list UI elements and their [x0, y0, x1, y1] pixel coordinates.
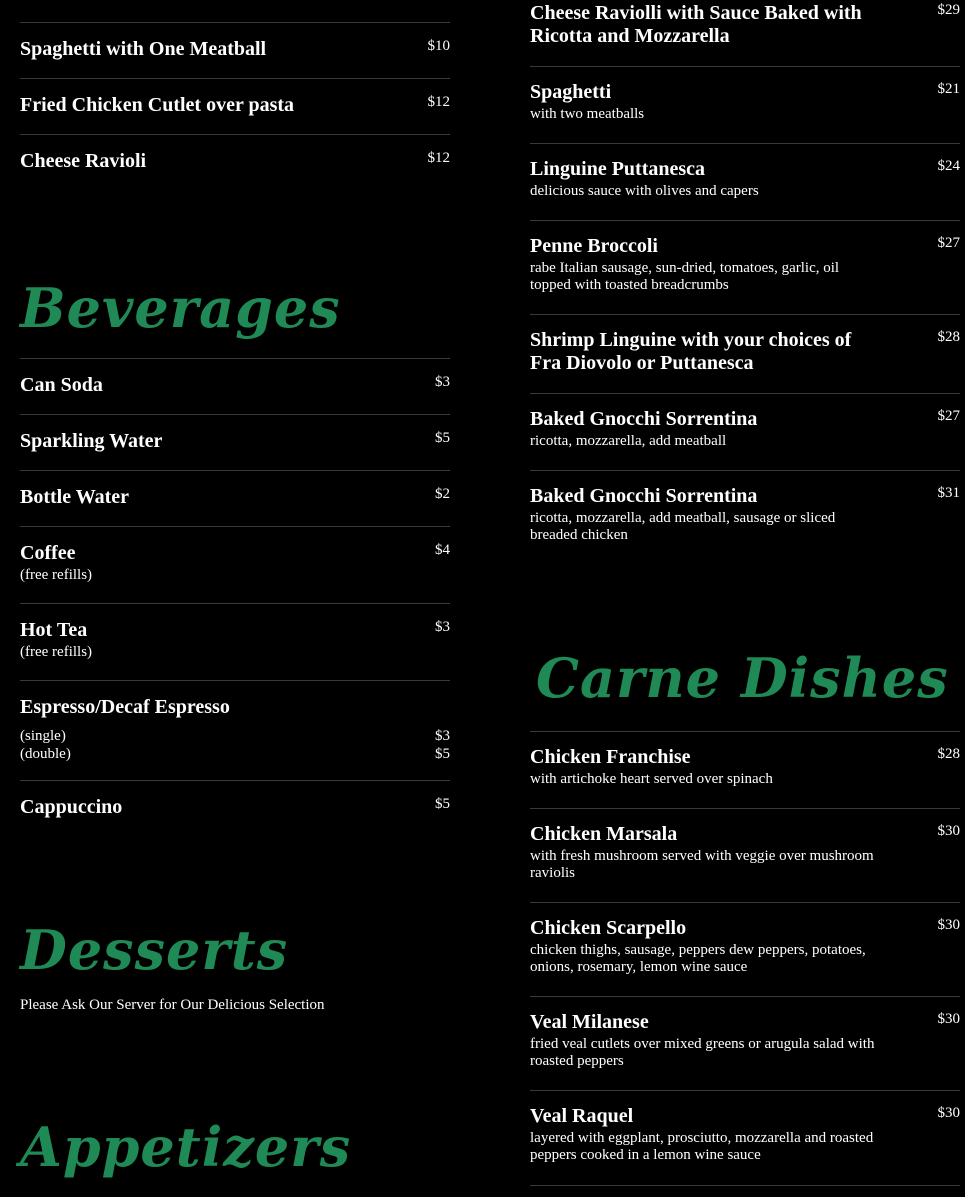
- item-price: $2: [435, 486, 450, 502]
- item-name: Chicken Franchise: [530, 746, 691, 768]
- menu-item: [530, 808, 960, 903]
- option-label: (double): [20, 746, 71, 762]
- item-name: Linguine Puttanesca: [530, 158, 706, 180]
- menu-item: [530, 393, 960, 471]
- item-price: $27: [937, 235, 960, 251]
- option-label: (single): [20, 728, 66, 744]
- item-name: Cheese Ravioli: [20, 150, 147, 172]
- item-name: Hot Tea: [20, 619, 88, 641]
- item-name: Chicken Scarpello: [530, 917, 687, 939]
- item-description: with artichoke heart served over spinach: [530, 771, 773, 787]
- menu-item: [530, 143, 960, 221]
- menu-item: [20, 358, 450, 415]
- item-name: Spaghetti with One Meatball: [20, 38, 267, 60]
- menu-item: [530, 470, 960, 565]
- section-heading-beverages: Beverages: [20, 276, 341, 340]
- item-price: $12: [427, 94, 450, 110]
- item-name: Penne Broccoli: [530, 235, 658, 257]
- item-price: $5: [435, 796, 450, 812]
- menu-item: [530, 1090, 960, 1186]
- item-description: (free refills): [20, 644, 93, 660]
- item-price: $28: [937, 329, 960, 345]
- menu-item: [20, 603, 450, 681]
- item-price: $24: [937, 158, 960, 174]
- item-description: fried veal cutlets over mixed greens or arugula salad with roasted peppers: [530, 1036, 875, 1069]
- section-heading-desserts: Desserts: [20, 918, 289, 982]
- item-price: $12: [427, 150, 450, 166]
- menu-item: [530, 66, 960, 144]
- item-name: Cheese Raviolli with Sauce Baked with Ricotta and Mozzarella: [530, 2, 862, 47]
- item-price: $3: [435, 374, 450, 390]
- option-price: $3: [435, 728, 450, 744]
- item-name: Espresso/Decaf Espresso: [20, 696, 230, 718]
- item-price: $27: [937, 408, 960, 424]
- item-price: $28: [937, 746, 960, 762]
- menu-item: [530, 314, 960, 394]
- item-name: Coffee: [20, 542, 76, 564]
- item-name: Spaghetti: [530, 81, 612, 103]
- section-heading-carne: Carne Dishes: [536, 646, 949, 710]
- menu-item: [20, 78, 450, 135]
- item-price: $31: [937, 485, 960, 501]
- item-name: Bottle Water: [20, 486, 130, 508]
- item-name: Sparkling Water: [20, 430, 163, 452]
- item-price: $30: [937, 1011, 960, 1027]
- item-price: $21: [937, 81, 960, 97]
- option-price: $5: [435, 746, 450, 762]
- item-option-single: [20, 727, 450, 745]
- item-price: $3: [435, 619, 450, 635]
- menu-item: [20, 526, 450, 604]
- item-name: Baked Gnocchi Sorrentina: [530, 408, 758, 430]
- menu-item: [20, 22, 450, 79]
- item-price: $10: [427, 38, 450, 54]
- menu-item: [530, 220, 960, 315]
- menu-item: [20, 134, 450, 191]
- menu-item: [20, 680, 450, 781]
- menu-item: [530, 0, 960, 66]
- item-description: with two meatballs: [530, 106, 645, 122]
- item-description: ricotta, mozzarella, add meatball, sausage or sliced breaded chicken: [530, 510, 836, 543]
- item-description: with fresh mushroom served with veggie over mushroom raviolis: [530, 848, 874, 881]
- menu-item: [530, 902, 960, 997]
- item-name: Cappuccino: [20, 796, 123, 818]
- item-name: Can Soda: [20, 374, 103, 396]
- item-price: $30: [937, 917, 960, 933]
- item-name: Veal Raquel: [530, 1105, 634, 1127]
- item-name: Chicken Marsala: [530, 823, 678, 845]
- item-description: delicious sauce with olives and capers: [530, 183, 759, 199]
- item-option-double: [20, 745, 450, 763]
- item-price: $30: [937, 1105, 960, 1121]
- menu-item: [20, 780, 450, 837]
- item-price: $5: [435, 430, 450, 446]
- item-price: $30: [937, 823, 960, 839]
- menu-item: [530, 731, 960, 809]
- menu-item: [20, 414, 450, 471]
- item-name: Baked Gnocchi Sorrentina: [530, 485, 758, 507]
- item-description: (free refills): [20, 567, 93, 583]
- item-description: rabe Italian sausage, sun-dried, tomatoes, garlic, oil topped with toasted breadcrumbs: [530, 260, 840, 293]
- item-name: Veal Milanese: [530, 1011, 649, 1033]
- section-heading-appetizers: Appetizers: [20, 1115, 352, 1179]
- item-name: Shrimp Linguine with your choices of Fra Diovolo or Puttanesca: [530, 329, 852, 374]
- menu-item: [530, 996, 960, 1091]
- item-description: ricotta, mozzarella, add meatball: [530, 433, 727, 449]
- item-price: $29: [937, 2, 960, 18]
- item-price: $4: [435, 542, 450, 558]
- item-description: chicken thighs, sausage, peppers dew peppers, potatoes, onions, rosemary, lemon wine sauce: [530, 942, 866, 975]
- menu-item: [20, 470, 450, 527]
- item-name: Fried Chicken Cutlet over pasta: [20, 94, 295, 116]
- desserts-note: Please Ask Our Server for Our Delicious Selection: [20, 997, 325, 1013]
- item-description: layered with eggplant, prosciutto, mozzarella and roasted peppers cooked in a lemon wine sauce: [530, 1130, 874, 1163]
